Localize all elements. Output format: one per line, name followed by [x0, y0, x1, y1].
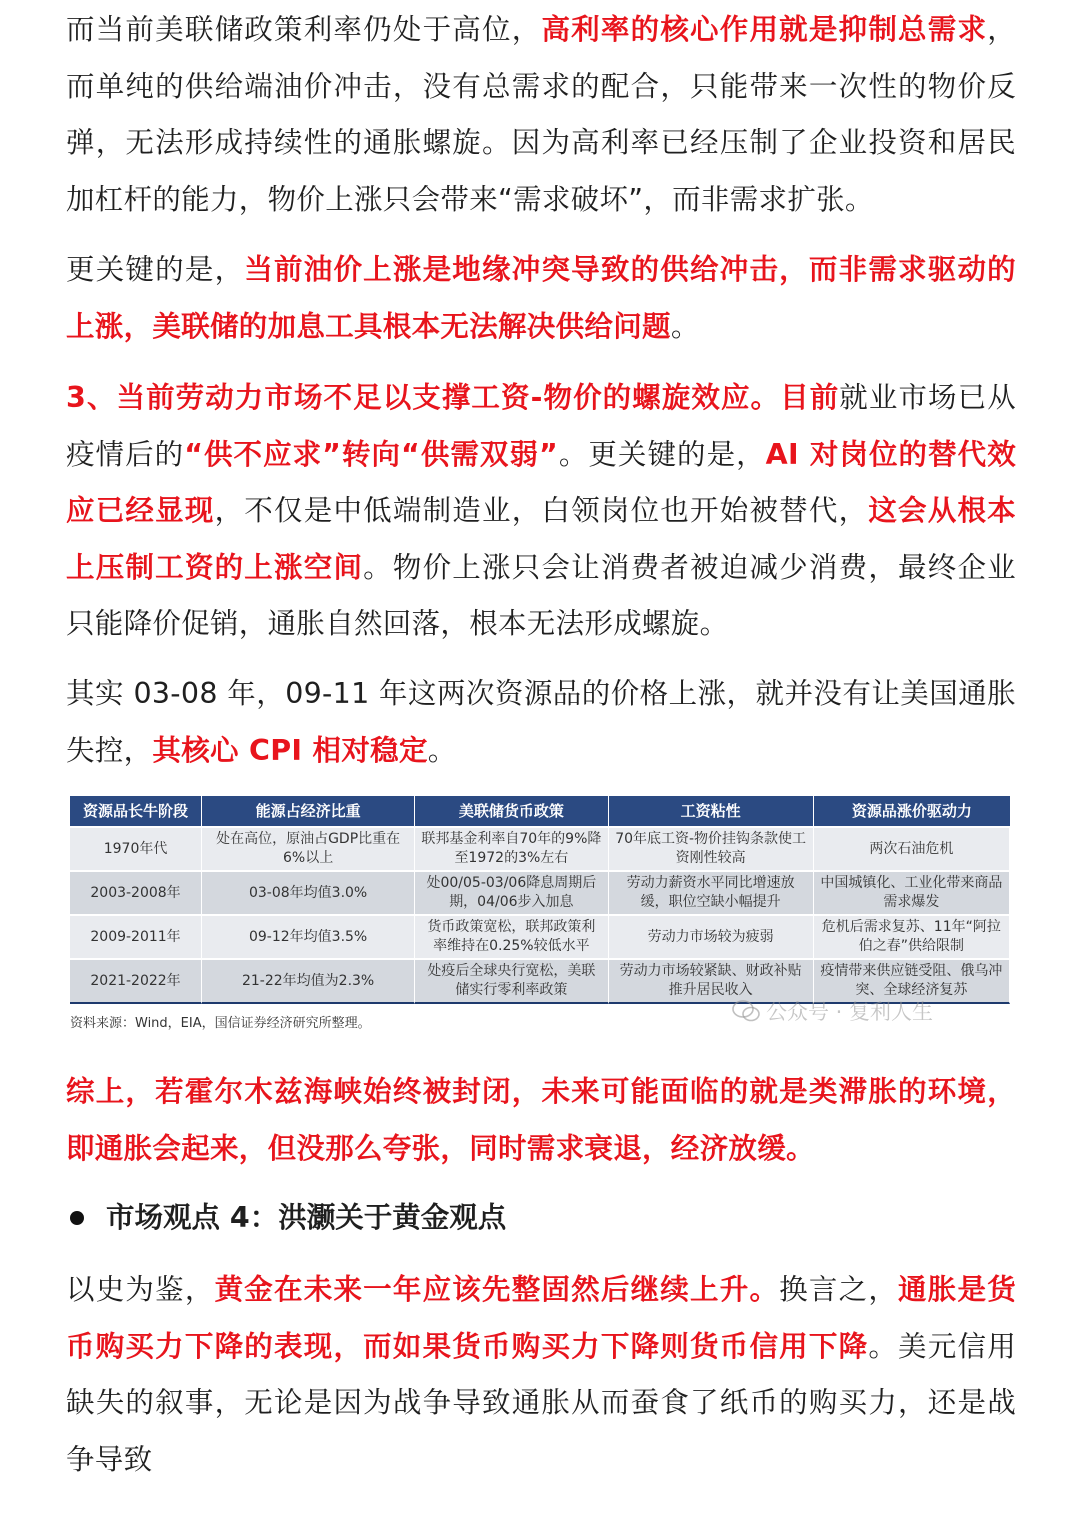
watermark: [732, 996, 933, 1026]
text-span: 。: [670, 309, 700, 343]
highlight-span: 3、当前劳动力市场不足以支撑工资-物价的螺旋效应。目前: [66, 381, 840, 414]
table-header-cell: 资源品涨价驱动力: [814, 796, 1010, 826]
text-span: 。更关键的是，: [558, 437, 766, 471]
text-span: ，不仅是中低端制造业，白领岗位也开始被替代，: [214, 494, 869, 527]
table-source-note: 资料来源：Wind，EIA，国信证券经济研究所整理。: [70, 1016, 371, 1031]
table-header-cell: 能源占经济比重: [202, 796, 415, 826]
highlight-span: 高利率的核心作用就是抑制总需求: [541, 13, 988, 46]
table-cell: 货币政策宽松，联邦政策利率维持在0.25%较低水平: [415, 914, 608, 958]
table-cell: 劳动力市场较为疲弱: [609, 914, 814, 958]
paragraph-labor-market: [66, 370, 1016, 653]
paragraph-history-cpi: [66, 666, 1016, 779]
table-cell: 21-22年均值为2.3%: [202, 958, 415, 1004]
table-cell: 2003-2008年: [70, 870, 202, 914]
table-cell: 处在高位，原油占GDP比重在6%以上: [202, 826, 415, 870]
resource-cycle-table: [70, 796, 1010, 1004]
table-cell: 中国城镇化、工业化带来商品需求爆发: [814, 870, 1010, 914]
text-span: 换言之，: [779, 1273, 899, 1306]
paragraph-high-rates: [66, 2, 1016, 228]
highlight-span: 其核心 CPI 相对稳定: [152, 733, 428, 767]
table-cell: 处00/05-03/06降息周期后期，04/06步入加息: [415, 870, 608, 914]
text-span: 就业市场已从疫情后的: [66, 381, 1016, 471]
highlight-span: 这会从根本上压制工资的上涨空间: [66, 494, 1016, 584]
table-cell: 两次石油危机: [814, 826, 1010, 870]
highlight-span: 通胀是货币购买力下降的表现，而如果货币购买力下降则货币信用下降: [66, 1273, 1016, 1363]
table-cell: 危机后需求复苏、11年“阿拉伯之春”供给限制: [814, 914, 1010, 958]
table-header-cell: 工资粘性: [609, 796, 814, 826]
section-heading-text: 市场观点 4：洪灏关于黄金观点: [106, 1201, 507, 1234]
text-span: 。物价上涨只会让消费者被迫减少消费，最终企业只能降价促销，通胀自然回落，根本无法形成螺旋。: [66, 550, 1016, 640]
text-span: 。: [427, 733, 457, 767]
table-cell: 处疫后全球央行宽松，美联储实行零利率政策: [415, 958, 608, 1004]
table-header-cell: 资源品长牛阶段: [70, 796, 202, 826]
table-cell: 70年底工资-物价挂钩条款使工资刚性较高: [609, 826, 814, 870]
table-header-cell: 美联储货币政策: [415, 796, 608, 826]
text-span: 以史为鉴，: [66, 1273, 215, 1306]
bullet-dot: [70, 1211, 84, 1225]
table-cell: 劳动力薪资水平同比增速放缓，职位空缺小幅提升: [609, 870, 814, 914]
highlight-span: 黄金在未来一年应该先整固然后继续上升。: [214, 1273, 780, 1306]
table-cell: 09-12年均值3.5%: [202, 914, 415, 958]
paragraph-gold: [66, 1262, 1016, 1488]
table-cell: 联邦基金利率自70年的9%降至1972的3%左右: [415, 826, 608, 870]
table-row: [70, 870, 1010, 914]
table-cell: 疫情带来供应链受阻、俄乌冲突、全球经济复苏: [814, 958, 1010, 1004]
paragraph-conclusion: [66, 1064, 1016, 1177]
table-header-row: [70, 796, 1010, 826]
table-cell: 2021-2022年: [70, 958, 202, 1004]
table-row: [70, 914, 1010, 958]
section-heading: [66, 1190, 506, 1246]
text-span: 其实 03-08 年，09-11 年这两次资源品的价格上涨，就并没有让美国通胀失控，: [66, 677, 1016, 767]
highlight-span: AI 对岗位的替代效应已经显现: [66, 437, 1016, 527]
wechat-icon: [732, 1000, 760, 1022]
paragraph-supply-shock: [66, 242, 1016, 355]
text-span: ，而单纯的供给端油价冲击，没有总需求的配合，只能带来一次性的物价反弹，无法形成持续性的通胀螺旋。因为高利率已经压制了企业投资和居民加杠杆的能力，物价上涨只会带来“需求破坏”，而非需求扩张。: [66, 13, 1016, 216]
table-cell: 2009-2011年: [70, 914, 202, 958]
text-span: 更关键的是，: [66, 253, 245, 286]
text-span: 。美元信用缺失的叙事，无论是因为战争导致通胀从而蚕食了纸币的购买力，还是战争导致: [66, 1329, 1016, 1476]
highlight-span: 当前油价上涨是地缘冲突导致的供给冲击，而非需求驱动的上涨，美联储的加息工具根本无法解决供给问题: [66, 253, 1016, 343]
table-cell: 劳动力市场较紧缺、财政补贴推升居民收入: [609, 958, 814, 1004]
highlight-span: “供不应求”转向“供需双弱”: [184, 437, 559, 471]
table-cell: 1970年代: [70, 826, 202, 870]
table-row: [70, 826, 1010, 870]
highlight-span: 综上，若霍尔木兹海峡始终被封闭，未来可能面临的就是类滞胀的环境，即通胀会起来，但没那么夸张，同时需求衰退，经济放缓。: [66, 1075, 1016, 1165]
table-cell: 03-08年均值3.0%: [202, 870, 415, 914]
text-span: 而当前美联储政策利率仍处于高位，: [66, 13, 542, 46]
watermark-text: 公众号 · 复利人生: [766, 1000, 934, 1024]
